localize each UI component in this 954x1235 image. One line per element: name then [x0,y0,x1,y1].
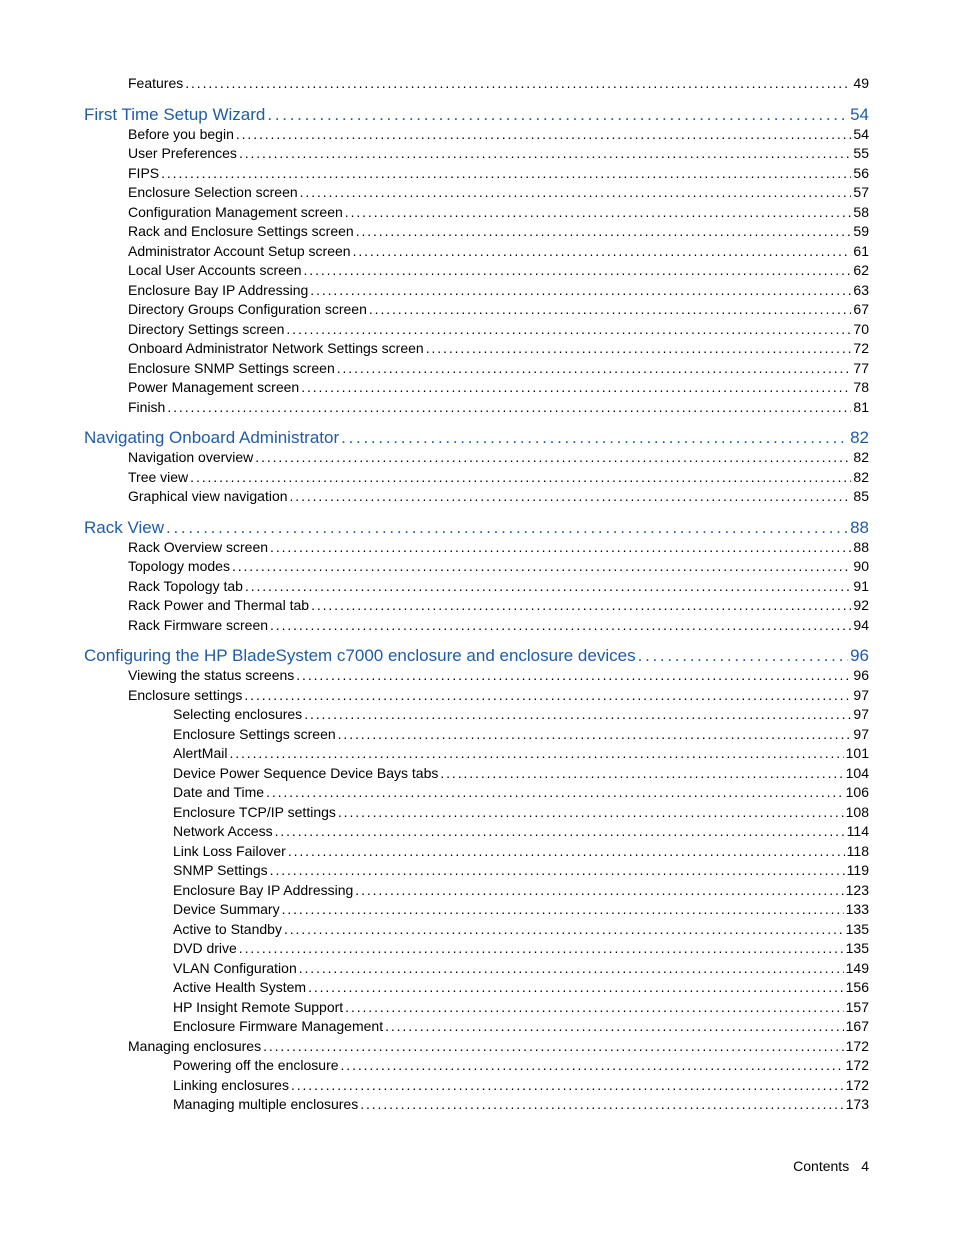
toc-entry[interactable] [84,164,869,184]
toc-entry-page: 54 [850,104,869,124]
dot-leader [426,339,852,359]
toc-entry-title: Directory Groups Configuration screen [128,301,367,317]
toc-entry[interactable] [84,978,869,998]
toc-entry[interactable] [84,468,869,488]
toc-entry-title: Viewing the status screens [128,667,295,683]
toc-entry-title: Enclosure TCP/IP settings [173,803,336,820]
toc-entry[interactable] [84,242,869,262]
toc-entry[interactable] [84,1037,869,1057]
toc-entry-title: Active to Standby [173,920,282,937]
dot-leader [239,939,844,959]
toc-entry-page: 55 [853,145,869,161]
toc-entry[interactable] [84,183,869,203]
toc-entry-page: 82 [853,468,869,485]
toc-entry-title: Onboard Administrator Network Settings screen [128,340,424,356]
dot-leader [345,998,843,1018]
toc-entry-title: Device Power Sequence Device Bays tabs [173,764,439,781]
toc-entry-page: 108 [845,803,869,820]
toc-entry-title: DVD drive [173,940,237,956]
toc-entry-title: Finish [128,398,166,415]
toc-entry-title: Directory Settings screen [128,320,285,337]
dot-leader [161,164,851,184]
toc-entry-page: 172 [845,1037,869,1054]
toc-entry[interactable] [84,538,869,558]
toc-chapter-entry[interactable] [84,428,869,448]
dot-leader [245,577,851,597]
toc-entry-title: Rack Firmware screen [128,616,269,633]
toc-entry-page: 104 [845,764,869,781]
footer-page-number: 4 [861,1158,869,1174]
dot-leader [310,281,851,301]
dot-leader [270,538,851,558]
toc-chapter-entry[interactable] [84,518,869,538]
toc-entry-page: 67 [853,301,869,317]
toc-entry-page: 63 [853,281,869,298]
toc-entry-page: 97 [853,706,869,722]
toc-entry-title: Graphical view navigation [128,488,288,504]
toc-entry-title: Rack Power and Thermal tab [128,597,310,613]
toc-entry-title: Date and Time [173,784,265,800]
dot-leader [270,616,851,636]
toc-entry-page: 57 [853,184,869,200]
toc-entry-title: Managing multiple enclosures [173,1096,359,1112]
toc-entry-page: 97 [853,725,869,742]
dot-leader [299,959,844,979]
toc-entry-title: Active Health System [173,979,307,995]
toc-entry-page: 119 [846,862,869,878]
dot-leader [440,764,843,784]
dot-leader [301,378,851,398]
toc-entry-title: Selecting enclosures [173,706,303,722]
toc-entry-title: SNMP Settings [173,862,268,878]
dot-leader [360,1095,843,1115]
toc-entry-page: 118 [846,842,869,859]
dot-leader [341,1056,844,1076]
toc-entry-title: Rack Topology tab [128,577,243,594]
toc-entry[interactable] [84,261,869,281]
toc-entry-title: Linking enclosures [173,1076,289,1093]
toc-entry-page: 90 [853,558,869,574]
toc-entry-title: Rack Overview screen [128,538,269,555]
toc-entry-page: 59 [853,223,869,239]
toc-entry[interactable] [84,577,869,597]
toc-entry-title: Enclosure settings [128,686,243,703]
dot-leader [296,666,851,686]
dot-leader [286,320,851,340]
toc-entry[interactable] [84,222,869,242]
toc-entry-page: 78 [853,379,869,395]
toc-entry[interactable] [84,822,869,842]
toc-entry[interactable] [84,881,869,901]
toc-entry-page: 114 [846,823,869,839]
toc-entry-page: 173 [845,1096,869,1112]
toc-entry[interactable] [84,74,869,94]
toc-entry-page: 81 [853,398,869,415]
toc-entry[interactable] [84,125,869,145]
dot-leader [355,881,843,901]
toc-entry[interactable] [84,398,869,418]
toc-chapter-entry[interactable] [84,105,869,125]
toc-entry[interactable] [84,764,869,784]
toc-entry[interactable] [84,1017,869,1037]
dot-leader [244,686,851,706]
toc-entry-page: 70 [853,320,869,337]
dot-leader [239,144,851,164]
table-of-contents [84,74,869,1115]
toc-entry[interactable] [84,596,869,616]
toc-entry-title: Powering off the enclosure [173,1057,339,1073]
toc-entry[interactable] [84,203,869,223]
dot-leader [353,242,852,262]
toc-entry[interactable] [84,1056,869,1076]
toc-entry-title: Navigation overview [128,449,254,465]
toc-entry[interactable] [84,666,869,686]
dot-leader [304,261,852,281]
toc-entry[interactable] [84,998,869,1018]
dot-leader [338,725,852,745]
footer-label: Contents [793,1158,850,1174]
toc-entry-page: 156 [845,979,869,995]
dot-leader [284,920,844,940]
toc-entry-page: 82 [850,428,869,447]
toc-entry-page: 91 [853,577,869,594]
dot-leader [236,125,852,145]
toc-entry[interactable] [84,557,869,577]
toc-entry-title: Enclosure SNMP Settings screen [128,359,335,376]
dot-leader [385,1017,844,1037]
dot-leader [185,74,851,94]
dot-leader [166,518,848,538]
toc-entry-page: 97 [853,686,869,703]
toc-entry-page: 123 [845,881,869,898]
toc-entry-title: Enclosure Settings screen [173,725,336,742]
toc-entry[interactable] [84,320,869,340]
dot-leader [266,783,844,803]
toc-entry[interactable] [84,959,869,979]
toc-entry[interactable] [84,359,869,379]
toc-entry-title: Rack View [84,517,164,537]
toc-entry-page: 61 [853,242,869,259]
toc-entry-page: 96 [853,667,869,683]
dot-leader [341,428,848,448]
dot-leader [267,105,848,125]
toc-entry-title: HP Insight Remote Support [173,998,344,1015]
toc-entry[interactable] [84,448,869,468]
dot-leader [255,448,851,468]
toc-entry-title: First Time Setup Wizard [84,104,266,124]
toc-entry[interactable] [84,1076,869,1096]
dot-leader [288,842,845,862]
toc-entry-page: 135 [845,940,869,956]
toc-entry-title: Managing enclosures [128,1037,262,1054]
toc-entry-page: 88 [850,517,869,537]
dot-leader [338,803,844,823]
toc-entry-title: User Preferences [128,145,237,161]
dot-leader [282,900,844,920]
dot-leader [337,359,852,379]
toc-entry-page: 101 [845,745,869,761]
dot-leader [190,468,851,488]
toc-entry-title: Enclosure Bay IP Addressing [128,281,309,298]
toc-entry-page: 106 [845,784,869,800]
toc-entry[interactable] [84,725,869,745]
toc-entry-page: 167 [845,1018,869,1034]
toc-entry-page: 58 [853,203,869,220]
toc-entry[interactable] [84,686,869,706]
toc-entry[interactable] [84,339,869,359]
toc-entry-title: Device Summary [173,901,280,917]
toc-entry-page: 72 [853,340,869,356]
toc-entry-title: Enclosure Firmware Management [173,1018,384,1034]
toc-entry-title: AlertMail [173,745,228,761]
toc-entry-title: FIPS [128,164,160,181]
toc-entry-title: Link Loss Failover [173,842,286,859]
toc-entry[interactable] [84,861,869,881]
toc-entry-title: Power Management screen [128,379,300,395]
toc-entry-title: VLAN Configuration [173,959,297,976]
dot-leader [263,1037,844,1057]
dot-leader [311,596,851,616]
toc-entry-page: 94 [853,616,869,633]
toc-entry-page: 133 [845,901,869,917]
toc-entry-title: Rack and Enclosure Settings screen [128,223,354,239]
toc-entry[interactable] [84,803,869,823]
toc-entry-title: Features [128,75,184,91]
toc-entry-page: 172 [845,1076,869,1093]
dot-leader [291,1076,844,1096]
toc-entry-title: Before you begin [128,125,234,142]
toc-entry-page: 62 [853,262,869,278]
toc-entry[interactable] [84,744,869,764]
toc-entry-title: Configuring the HP BladeSystem c7000 enclosure and enclosure devices [84,646,636,665]
toc-entry[interactable] [84,281,869,301]
toc-entry[interactable] [84,300,869,320]
dot-leader [232,557,851,577]
toc-entry[interactable] [84,487,869,507]
toc-entry[interactable] [84,939,869,959]
toc-entry-page: 149 [845,959,869,976]
toc-chapter-entry[interactable] [84,646,869,666]
toc-entry-page: 85 [853,488,869,504]
toc-entry[interactable] [84,1095,869,1115]
toc-entry-page: 77 [853,359,869,376]
toc-entry[interactable] [84,616,869,636]
dot-leader [229,744,843,764]
toc-entry-page: 96 [850,646,869,665]
toc-entry[interactable] [84,705,869,725]
dot-leader [345,203,852,223]
toc-entry-page: 135 [845,920,869,937]
toc-entry-page: 82 [853,449,869,465]
dot-leader [308,978,844,998]
dot-leader [638,646,849,666]
dot-leader [369,300,852,320]
toc-entry[interactable] [84,144,869,164]
dot-leader [270,861,845,881]
toc-entry-page: 54 [853,125,869,142]
toc-entry-title: Tree view [128,468,189,485]
toc-entry-page: 56 [853,164,869,181]
toc-entry-title: Topology modes [128,558,230,574]
toc-entry[interactable] [84,842,869,862]
toc-entry[interactable] [84,920,869,940]
toc-entry-title: Configuration Management screen [128,203,343,220]
dot-leader [300,183,852,203]
toc-entry-title: Local User Accounts screen [128,262,302,278]
dot-leader [304,705,851,725]
dot-leader [167,398,851,418]
toc-entry-title: Enclosure Bay IP Addressing [173,881,354,898]
toc-entry-page: 49 [853,75,869,91]
toc-entry-page: 157 [845,998,869,1015]
dot-leader [290,487,852,507]
toc-entry-title: Navigating Onboard Administrator [84,428,340,447]
toc-entry[interactable] [84,378,869,398]
dot-leader [275,822,845,842]
dot-leader [356,222,852,242]
toc-entry-page: 172 [845,1057,869,1073]
toc-entry[interactable] [84,783,869,803]
toc-entry[interactable] [84,900,869,920]
page-footer [793,1158,869,1174]
toc-entry-page: 88 [853,538,869,555]
toc-entry-page: 92 [853,597,869,613]
toc-entry-title: Enclosure Selection screen [128,184,298,200]
toc-entry-title: Administrator Account Setup screen [128,242,351,259]
toc-entry-title: Network Access [173,823,273,839]
